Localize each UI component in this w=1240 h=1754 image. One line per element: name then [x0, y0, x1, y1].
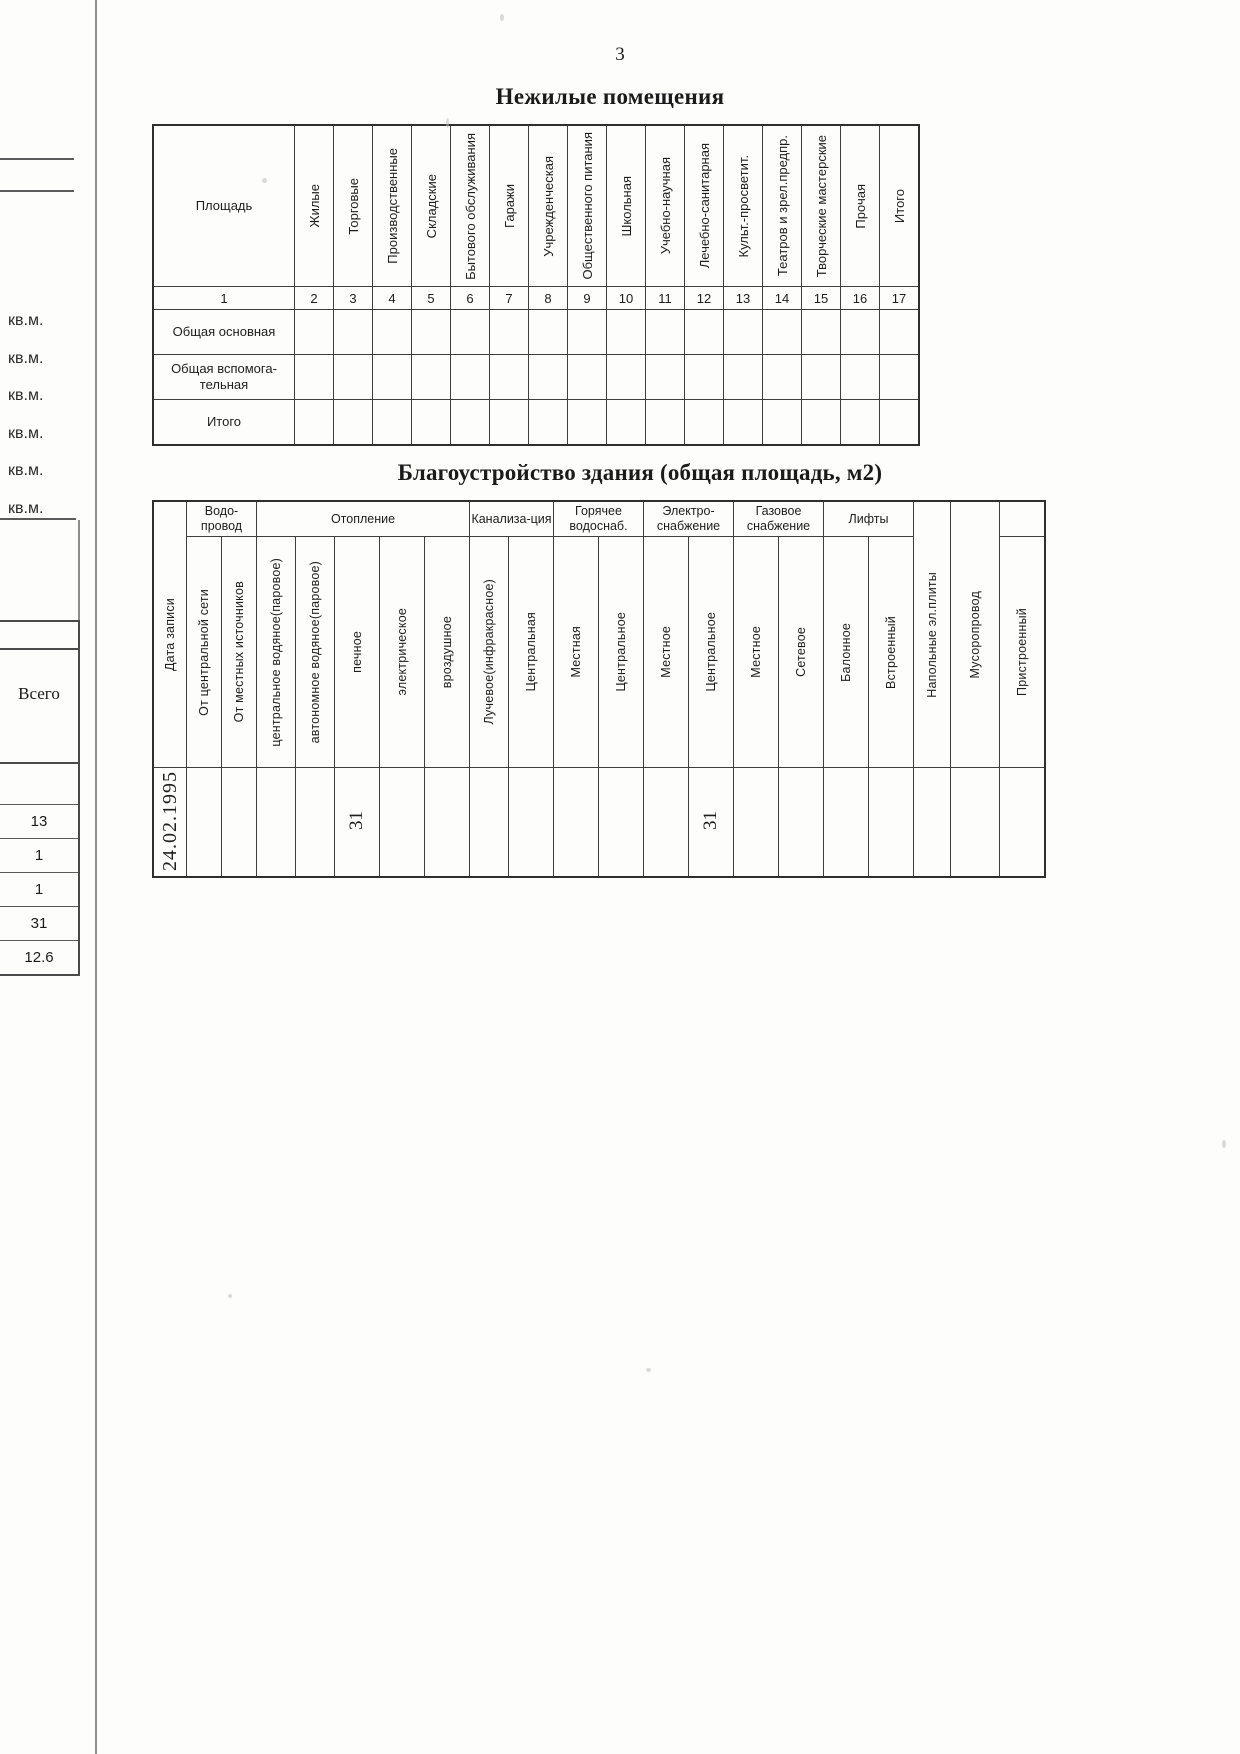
header-cell	[509, 537, 554, 768]
table-cell[interactable]	[380, 768, 425, 878]
header-cell	[869, 537, 914, 768]
table-cell[interactable]	[802, 355, 841, 400]
column-number: 9	[568, 287, 607, 310]
table-cell[interactable]	[841, 355, 880, 400]
margin-total-value: 1	[0, 839, 78, 873]
table-cell[interactable]	[334, 400, 373, 446]
header-date	[153, 501, 187, 768]
header-garbage-chute	[951, 501, 1000, 768]
header-label: Пристроенный	[1015, 608, 1029, 696]
table-cell[interactable]	[529, 400, 568, 446]
column-number: 3	[334, 287, 373, 310]
table-cell[interactable]	[951, 768, 1000, 878]
table-cell[interactable]	[734, 768, 779, 878]
table-cell[interactable]	[599, 768, 644, 878]
cell-value: 31	[700, 811, 721, 830]
header-label: Жилые	[306, 184, 322, 228]
table-cell[interactable]	[554, 768, 599, 878]
table-cell[interactable]	[644, 768, 689, 878]
header-label: вроздушное	[440, 615, 454, 689]
group-header-lifts: Лифты	[824, 501, 914, 537]
table-cell[interactable]	[763, 355, 802, 400]
group-header-hotwater: Горячее водоснаб.	[554, 501, 644, 537]
header-area: Площадь	[153, 125, 295, 287]
divider	[0, 648, 78, 650]
header-cell	[644, 537, 689, 768]
table-cell[interactable]	[335, 768, 380, 878]
column-number: 1	[153, 287, 295, 310]
table-cell[interactable]	[425, 768, 470, 878]
header-label: Мусоропровод	[968, 590, 982, 679]
column-number: 17	[880, 287, 920, 310]
header-cell	[646, 125, 685, 287]
table-cell[interactable]	[779, 768, 824, 878]
group-header-gas: Газовое снабжение	[734, 501, 824, 537]
margin-unit: кв.м.	[8, 312, 44, 329]
header-label: Творческие мастерские	[813, 134, 829, 278]
table-cell[interactable]	[334, 355, 373, 400]
table-cell[interactable]	[1000, 768, 1046, 878]
table-cell[interactable]	[373, 355, 412, 400]
table-cell[interactable]	[509, 768, 554, 878]
table-cell[interactable]	[296, 768, 335, 878]
amenities-title: Благоустройство здания (общая площадь, м2)	[397, 460, 883, 485]
scan-speck	[446, 118, 449, 128]
header-cell	[802, 125, 841, 287]
header-cell	[296, 537, 335, 768]
margin-unit-list	[8, 302, 78, 527]
record-date-value: 24.02.1995	[158, 770, 181, 871]
table-cell[interactable]	[880, 355, 920, 400]
header-cell	[685, 125, 724, 287]
column-number: 10	[607, 287, 646, 310]
table-cell[interactable]	[451, 355, 490, 400]
amenities-group-header-row	[153, 501, 1045, 537]
table-cell[interactable]	[724, 310, 763, 355]
header-label: Прочая	[852, 183, 868, 229]
margin-total-blank	[0, 764, 78, 805]
table-cell[interactable]	[646, 355, 685, 400]
header-label: Центральное	[614, 612, 628, 692]
column-number: 5	[412, 287, 451, 310]
table-cell[interactable]	[451, 310, 490, 355]
header-label: Местное	[659, 626, 673, 678]
margin-rule-top	[0, 158, 74, 160]
header-cell	[380, 537, 425, 768]
header-label: Дата записи	[163, 597, 177, 672]
table-row	[153, 310, 919, 355]
group-header-sewerage: Канализа-ция	[470, 501, 554, 537]
header-label: Местная	[569, 626, 583, 678]
amenities-table	[152, 500, 1046, 878]
group-header-electricity: Электро-снабжение	[644, 501, 734, 537]
table-cell[interactable]	[451, 400, 490, 446]
scan-speck	[228, 1294, 232, 1298]
table-cell[interactable]	[689, 768, 734, 878]
header-label: Напольные эл.плиты	[925, 571, 939, 698]
header-cell	[490, 125, 529, 287]
table-cell[interactable]	[763, 400, 802, 446]
table-cell[interactable]	[412, 310, 451, 355]
group-header-water: Водо-провод	[187, 501, 257, 537]
table-cell[interactable]	[295, 310, 334, 355]
header-floor-plates	[914, 501, 951, 768]
column-number: 8	[529, 287, 568, 310]
header-cell	[470, 537, 509, 768]
column-number: 4	[373, 287, 412, 310]
header-label: Школьная	[618, 175, 634, 237]
row-label: Общая основная	[153, 310, 295, 355]
table-cell[interactable]	[685, 310, 724, 355]
table-cell[interactable]	[490, 310, 529, 355]
header-label: Балонное	[839, 622, 853, 682]
header-label: Лечебно-санитарная	[696, 143, 712, 269]
header-cell	[599, 537, 644, 768]
table-cell[interactable]	[841, 310, 880, 355]
table-row	[153, 355, 919, 400]
header-label: Итого	[891, 188, 907, 224]
table-cell[interactable]	[295, 400, 334, 446]
header-cell	[425, 537, 470, 768]
header-cell	[824, 537, 869, 768]
margin-total-header	[0, 622, 78, 764]
margin-rule-second	[0, 190, 74, 192]
table-cell[interactable]	[412, 400, 451, 446]
table-cell[interactable]	[529, 310, 568, 355]
header-cell	[1000, 537, 1046, 768]
table-cell[interactable]	[763, 310, 802, 355]
header-label: Местное	[749, 626, 763, 678]
record-date[interactable]	[153, 768, 187, 878]
table-cell[interactable]	[685, 355, 724, 400]
column-number: 13	[724, 287, 763, 310]
margin-unit: кв.м.	[8, 387, 44, 404]
header-cell	[295, 125, 334, 287]
table-cell[interactable]	[490, 400, 529, 446]
header-label: Встроенный	[884, 615, 898, 689]
header-label: Сетевое	[794, 627, 808, 677]
header-label: От центральной сети	[197, 588, 211, 716]
scan-speck	[1222, 1140, 1226, 1148]
row-label: Итого	[153, 400, 295, 446]
table-cell[interactable]	[568, 310, 607, 355]
header-cell	[529, 125, 568, 287]
table-cell[interactable]	[295, 355, 334, 400]
header-label: Культ.-просветит.	[735, 154, 751, 258]
header-label: Складские	[423, 173, 439, 239]
table-cell[interactable]	[802, 400, 841, 446]
header-cell	[554, 537, 599, 768]
header-label: Лучевое(инфракрасное)	[482, 579, 496, 725]
scan-speck	[262, 178, 267, 183]
table-cell[interactable]	[470, 768, 509, 878]
header-cell	[334, 125, 373, 287]
scan-speck	[500, 14, 504, 21]
column-number: 7	[490, 287, 529, 310]
header-cell	[373, 125, 412, 287]
header-label: автономное водяное(паровое)	[308, 560, 322, 744]
table-column-number-row	[153, 287, 919, 310]
table-cell[interactable]	[373, 400, 412, 446]
table-cell[interactable]	[914, 768, 951, 878]
header-label: Торговые	[345, 177, 361, 235]
margin-vertical-line	[95, 0, 97, 1754]
header-cell	[689, 537, 734, 768]
table-cell[interactable]	[869, 768, 914, 878]
table-cell[interactable]	[802, 310, 841, 355]
table-cell[interactable]	[685, 400, 724, 446]
header-label: Общественного питания	[579, 132, 595, 280]
table-cell[interactable]	[646, 310, 685, 355]
header-label: Центральная	[524, 612, 538, 692]
header-label: Производственные	[384, 148, 400, 264]
header-cell	[412, 125, 451, 287]
header-cell	[335, 537, 380, 768]
margin-total-box	[0, 620, 80, 976]
header-cell	[222, 537, 257, 768]
table-cell[interactable]	[607, 400, 646, 446]
header-cell	[724, 125, 763, 287]
table-cell[interactable]	[568, 400, 607, 446]
column-number: 15	[802, 287, 841, 310]
table-cell[interactable]	[187, 768, 222, 878]
header-cell	[734, 537, 779, 768]
header-cell	[187, 537, 222, 768]
table-cell[interactable]	[880, 400, 920, 446]
header-cell	[568, 125, 607, 287]
margin-unit: кв.м.	[8, 462, 44, 479]
table-cell[interactable]	[334, 310, 373, 355]
margin-total-value: 13	[0, 805, 78, 839]
column-number: 12	[685, 287, 724, 310]
margin-total-value: 31	[0, 907, 78, 941]
header-label: Центральное	[704, 612, 718, 692]
margin-unit: кв.м.	[8, 499, 44, 517]
nonresidential-table	[152, 124, 920, 446]
amenities-subheader-row	[153, 537, 1045, 768]
header-label: Гаражи	[501, 184, 517, 228]
table-cell[interactable]	[568, 355, 607, 400]
table-cell[interactable]	[412, 355, 451, 400]
table-cell[interactable]	[880, 310, 920, 355]
table-cell[interactable]	[529, 355, 568, 400]
header-cell	[451, 125, 490, 287]
header-label: Учебно-научная	[657, 157, 673, 255]
amenities-data-row	[153, 768, 1045, 878]
header-label: печное	[350, 631, 364, 673]
nonresidential-title: Нежилые помещения	[495, 84, 725, 109]
header-cell	[841, 125, 880, 287]
table-cell[interactable]	[222, 768, 257, 878]
table-row	[153, 400, 919, 446]
table-cell[interactable]	[607, 310, 646, 355]
table-cell[interactable]	[373, 310, 412, 355]
column-number: 14	[763, 287, 802, 310]
header-cell	[607, 125, 646, 287]
table-cell[interactable]	[490, 355, 529, 400]
header-label: Театров и зрел.предпр.	[774, 135, 790, 277]
header-cell	[257, 537, 296, 768]
margin-total-value: 12.6	[24, 949, 54, 966]
header-label: электрическое	[395, 608, 409, 696]
table-cell[interactable]	[824, 768, 869, 878]
margin-unit: кв.м.	[8, 424, 44, 442]
table-cell[interactable]	[724, 400, 763, 446]
margin-total-value: 1	[0, 873, 78, 907]
table-cell[interactable]	[841, 400, 880, 446]
column-number: 11	[646, 287, 685, 310]
header-label: От местных источников	[232, 581, 246, 723]
table-cell[interactable]	[646, 400, 685, 446]
row-label: Общая вспомога-тельная	[153, 355, 295, 400]
header-label: центральное водяное(паровое)	[269, 557, 283, 747]
margin-total-label: Всего	[18, 684, 60, 703]
header-cell	[779, 537, 824, 768]
header-cell	[763, 125, 802, 287]
margin-unit: кв.м.	[8, 349, 44, 367]
table-header-row	[153, 125, 919, 287]
page-number: 3	[615, 44, 625, 65]
header-label: Бытового обслуживания	[462, 132, 478, 280]
group-header-heating: Отопление	[257, 501, 470, 537]
column-number: 6	[451, 287, 490, 310]
cell-value: 31	[346, 811, 367, 830]
header-cell	[880, 125, 920, 287]
header-label: Учрежденческая	[540, 155, 556, 257]
column-number: 2	[295, 287, 334, 310]
scan-speck	[646, 1368, 651, 1372]
table-cell[interactable]	[257, 768, 296, 878]
table-cell[interactable]	[724, 355, 763, 400]
table-cell[interactable]	[607, 355, 646, 400]
column-number: 16	[841, 287, 880, 310]
